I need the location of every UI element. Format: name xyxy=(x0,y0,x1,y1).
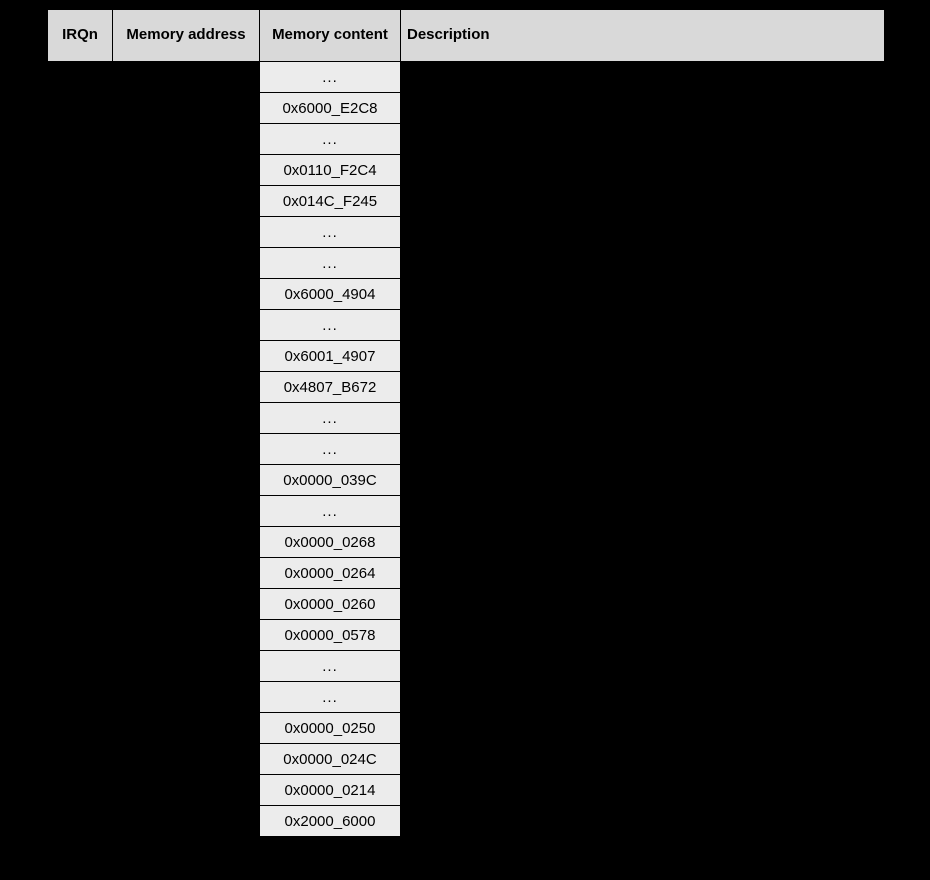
cell-memory-address xyxy=(113,310,260,341)
cell-memory-address xyxy=(113,248,260,279)
cell-irqn xyxy=(48,93,113,124)
cell-irqn xyxy=(48,713,113,744)
cell-memory-content: 0x6001_4907 xyxy=(260,341,401,372)
cell-memory-content: 0x2000_6000 xyxy=(260,806,401,837)
cell-description xyxy=(401,186,885,217)
cell-irqn xyxy=(48,434,113,465)
table-row xyxy=(48,279,885,310)
cell-memory-content: ... xyxy=(260,496,401,527)
cell-irqn xyxy=(48,589,113,620)
cell-description xyxy=(401,620,885,651)
table-header-row xyxy=(48,10,885,62)
cell-irqn xyxy=(48,744,113,775)
cell-memory-content: ... xyxy=(260,434,401,465)
table-row xyxy=(48,589,885,620)
cell-memory-address xyxy=(113,93,260,124)
cell-memory-address xyxy=(113,558,260,589)
table-row xyxy=(48,155,885,186)
cell-memory-address xyxy=(113,651,260,682)
cell-memory-address xyxy=(113,589,260,620)
cell-memory-content: 0x0000_0250 xyxy=(260,713,401,744)
cell-memory-content: 0x0000_0578 xyxy=(260,620,401,651)
column-header-description: Description xyxy=(401,10,885,62)
cell-memory-address xyxy=(113,527,260,558)
table-row xyxy=(48,310,885,341)
cell-irqn xyxy=(48,372,113,403)
table-row xyxy=(48,713,885,744)
table-row xyxy=(48,620,885,651)
cell-irqn xyxy=(48,217,113,248)
cell-irqn xyxy=(48,186,113,217)
cell-description xyxy=(401,403,885,434)
cell-irqn xyxy=(48,62,113,93)
cell-description xyxy=(401,589,885,620)
cell-memory-content: 0x0000_0214 xyxy=(260,775,401,806)
cell-description xyxy=(401,310,885,341)
cell-memory-content: 0x0000_039C xyxy=(260,465,401,496)
cell-description xyxy=(401,341,885,372)
cell-memory-address xyxy=(113,403,260,434)
cell-irqn xyxy=(48,248,113,279)
table-body xyxy=(48,62,885,837)
cell-memory-address xyxy=(113,465,260,496)
cell-memory-address xyxy=(113,155,260,186)
cell-description xyxy=(401,651,885,682)
table-row xyxy=(48,93,885,124)
column-header-memory-address: Memory address xyxy=(113,10,260,62)
cell-memory-address xyxy=(113,434,260,465)
table-header xyxy=(48,10,885,62)
cell-irqn xyxy=(48,155,113,186)
table-row xyxy=(48,558,885,589)
cell-memory-content: ... xyxy=(260,62,401,93)
cell-memory-content: 0x6000_4904 xyxy=(260,279,401,310)
table-row xyxy=(48,372,885,403)
table-row xyxy=(48,496,885,527)
cell-memory-content: ... xyxy=(260,403,401,434)
cell-irqn xyxy=(48,465,113,496)
table-row xyxy=(48,434,885,465)
cell-description xyxy=(401,372,885,403)
cell-memory-address xyxy=(113,744,260,775)
cell-irqn xyxy=(48,403,113,434)
cell-memory-content: 0x4807_B672 xyxy=(260,372,401,403)
table-row xyxy=(48,527,885,558)
table-row xyxy=(48,124,885,155)
table-row xyxy=(48,806,885,837)
cell-irqn xyxy=(48,310,113,341)
table-row xyxy=(48,403,885,434)
cell-memory-content: ... xyxy=(260,651,401,682)
cell-memory-content: 0x0000_0264 xyxy=(260,558,401,589)
table-row xyxy=(48,62,885,93)
cell-memory-address xyxy=(113,186,260,217)
column-header-irqn: IRQn xyxy=(48,10,113,62)
cell-description xyxy=(401,775,885,806)
cell-memory-content: ... xyxy=(260,310,401,341)
cell-memory-address xyxy=(113,806,260,837)
cell-description xyxy=(401,682,885,713)
cell-irqn xyxy=(48,620,113,651)
table-row xyxy=(48,186,885,217)
cell-memory-address xyxy=(113,217,260,248)
table-row xyxy=(48,248,885,279)
column-header-memory-content: Memory content xyxy=(260,10,401,62)
cell-irqn xyxy=(48,682,113,713)
cell-memory-address xyxy=(113,341,260,372)
cell-memory-content: ... xyxy=(260,248,401,279)
cell-memory-address xyxy=(113,62,260,93)
table-row xyxy=(48,744,885,775)
cell-memory-address xyxy=(113,775,260,806)
cell-memory-content: 0x0000_024C xyxy=(260,744,401,775)
cell-memory-content: 0x0000_0268 xyxy=(260,527,401,558)
cell-memory-content: 0x0000_0260 xyxy=(260,589,401,620)
cell-irqn xyxy=(48,279,113,310)
table-row xyxy=(48,217,885,248)
cell-description xyxy=(401,806,885,837)
cell-irqn xyxy=(48,775,113,806)
cell-description xyxy=(401,93,885,124)
cell-memory-address xyxy=(113,682,260,713)
cell-description xyxy=(401,558,885,589)
cell-description xyxy=(401,744,885,775)
cell-memory-content: ... xyxy=(260,682,401,713)
cell-memory-address xyxy=(113,124,260,155)
cell-description xyxy=(401,496,885,527)
cell-description xyxy=(401,279,885,310)
cell-description xyxy=(401,62,885,93)
cell-description xyxy=(401,217,885,248)
cell-description xyxy=(401,155,885,186)
cell-description xyxy=(401,465,885,496)
cell-irqn xyxy=(48,341,113,372)
cell-irqn xyxy=(48,527,113,558)
cell-irqn xyxy=(48,806,113,837)
table-row xyxy=(48,682,885,713)
cell-description xyxy=(401,527,885,558)
table-row xyxy=(48,775,885,806)
cell-memory-content: ... xyxy=(260,217,401,248)
cell-memory-content: ... xyxy=(260,124,401,155)
cell-memory-content: 0x6000_E2C8 xyxy=(260,93,401,124)
cell-memory-address xyxy=(113,372,260,403)
cell-memory-address xyxy=(113,713,260,744)
cell-description xyxy=(401,248,885,279)
cell-memory-content: 0x014C_F245 xyxy=(260,186,401,217)
cell-description xyxy=(401,713,885,744)
table-row xyxy=(48,651,885,682)
table-row xyxy=(48,341,885,372)
cell-memory-content: 0x0110_F2C4 xyxy=(260,155,401,186)
memory-vector-table xyxy=(47,9,885,837)
table-row xyxy=(48,465,885,496)
cell-memory-address xyxy=(113,620,260,651)
cell-irqn xyxy=(48,496,113,527)
cell-irqn xyxy=(48,124,113,155)
cell-memory-address xyxy=(113,496,260,527)
cell-irqn xyxy=(48,651,113,682)
cell-irqn xyxy=(48,558,113,589)
cell-memory-address xyxy=(113,279,260,310)
cell-description xyxy=(401,124,885,155)
cell-description xyxy=(401,434,885,465)
